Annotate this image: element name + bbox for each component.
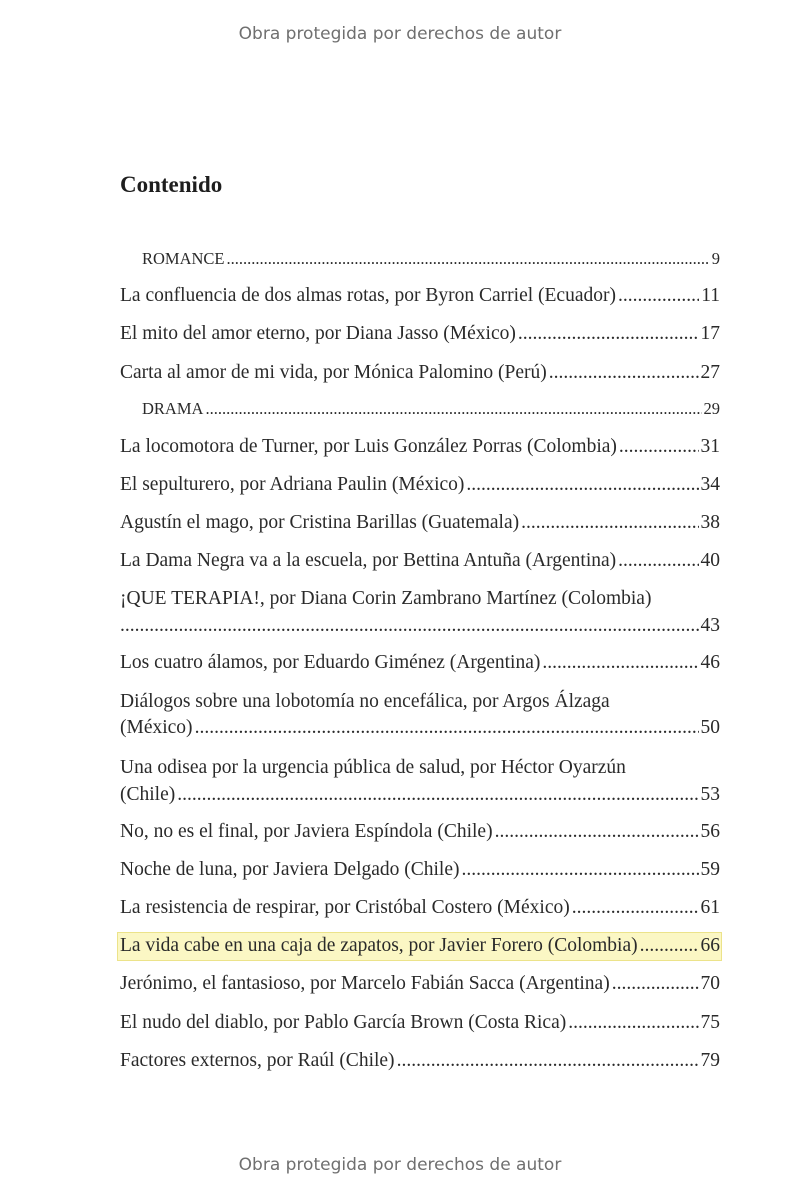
toc-entry-title: Jerónimo, el fantasioso, por Marcelo Fabián Sacca (Argentina)	[120, 973, 610, 994]
toc-page-number: 11	[701, 285, 720, 306]
toc-entry-title: La locomotora de Turner, por Luis González Porras (Colombia)	[120, 436, 617, 457]
toc-page-number: 56	[700, 821, 720, 842]
leader-dots	[205, 399, 701, 419]
toc-page-number: 75	[700, 1012, 720, 1033]
toc-page-number: 50	[700, 717, 720, 738]
copyright-watermark-top: Obra protegida por derechos de autor	[238, 24, 562, 44]
toc-page-number: 9	[711, 249, 720, 268]
toc-entry-continuation[interactable]	[120, 717, 720, 739]
toc-entry-title[interactable]: Diálogos sobre una lobotomía no encefálica, por Argos Álzaga	[120, 691, 610, 712]
toc-entry-title[interactable]: ¡QUE TERAPIA!, por Diana Corin Zambrano Martínez (Colombia)	[120, 588, 652, 609]
toc-page-number: 29	[703, 399, 720, 418]
leader-dots	[521, 512, 698, 534]
toc-entry-continuation[interactable]	[120, 784, 720, 806]
toc-entry-title: Noche de luna, por Javiera Delgado (Chile)	[120, 859, 460, 880]
toc-page-number: 38	[700, 512, 720, 533]
toc-entry-highlighted[interactable]	[120, 935, 720, 957]
toc-entry-title: La vida cabe en una caja de zapatos, por Javier Forero (Colombia)	[120, 935, 638, 956]
toc-page-number: 43	[700, 615, 720, 636]
toc-entry[interactable]	[120, 821, 720, 843]
copyright-watermark-bottom: Obra protegida por derechos de autor	[238, 1155, 562, 1175]
toc-entry[interactable]	[120, 285, 720, 307]
toc-entry-title-cont: (Chile)	[120, 784, 176, 805]
toc-entry[interactable]	[120, 362, 720, 384]
toc-entry[interactable]	[120, 474, 720, 496]
toc-entry-title-cont: (México)	[120, 717, 193, 738]
toc-entry[interactable]	[120, 973, 720, 995]
toc-entry-title[interactable]: Una odisea por la urgencia pública de salud, por Héctor Oyarzún	[120, 757, 626, 778]
leader-dots	[618, 550, 698, 572]
toc-entry[interactable]	[120, 1012, 720, 1034]
toc-entry-title: La Dama Negra va a la escuela, por Bettina Antuña (Argentina)	[120, 550, 617, 571]
toc-entry-title: Agustín el mago, por Cristina Barillas (Guatemala)	[120, 512, 520, 533]
toc-section-title: DRAMA	[142, 399, 204, 418]
toc-entry-title: Carta al amor de mi vida, por Mónica Palomino (Perú)	[120, 362, 547, 383]
toc-entry-title: Factores externos, por Raúl (Chile)	[120, 1050, 395, 1071]
leader-dots	[542, 652, 698, 674]
leader-dots	[572, 897, 699, 919]
leader-dots	[397, 1050, 699, 1072]
toc-entry[interactable]	[120, 859, 720, 881]
toc-entry-title: El mito del amor eterno, por Diana Jasso (México)	[120, 323, 516, 344]
toc-entry-title: No, no es el final, por Javiera Espíndola (Chile)	[120, 821, 493, 842]
toc-page-number: 79	[700, 1050, 720, 1071]
toc-page-number: 31	[700, 436, 720, 457]
toc-entry-title: La confluencia de dos almas rotas, por Byron Carriel (Ecuador)	[120, 285, 616, 306]
leader-dots	[120, 615, 699, 637]
toc-page-number: 61	[700, 897, 720, 918]
toc-page-number: 70	[700, 973, 720, 994]
leader-dots	[466, 474, 698, 496]
toc-page-number: 46	[700, 652, 720, 673]
toc-entry[interactable]	[120, 550, 720, 572]
toc-entry-continuation[interactable]	[120, 615, 720, 637]
toc-page-number: 53	[700, 784, 720, 805]
leader-dots	[518, 323, 699, 345]
leader-dots	[640, 935, 699, 957]
leader-dots	[462, 859, 699, 881]
toc-entry-title: La resistencia de respirar, por Cristóbal Costero (México)	[120, 897, 570, 918]
leader-dots	[568, 1012, 698, 1034]
toc-page-number: 27	[700, 362, 720, 383]
toc-entry-title: Los cuatro álamos, por Eduardo Giménez (Argentina)	[120, 652, 541, 673]
toc-entry-title: El sepulturero, por Adriana Paulin (México)	[120, 474, 465, 495]
toc-section-drama[interactable]	[120, 399, 720, 419]
page-title: Contenido	[120, 172, 223, 197]
toc-page-number: 34	[700, 474, 720, 495]
toc-entry[interactable]	[120, 897, 720, 919]
toc-entry[interactable]	[120, 1050, 720, 1072]
toc-page-number: 66	[700, 935, 720, 956]
leader-dots	[549, 362, 699, 384]
toc-entry[interactable]	[120, 512, 720, 534]
leader-dots	[495, 821, 699, 843]
leader-dots	[612, 973, 699, 995]
toc-page-number: 59	[700, 859, 720, 880]
toc-entry[interactable]	[120, 652, 720, 674]
leader-dots	[227, 249, 710, 269]
toc-entry[interactable]	[120, 323, 720, 345]
leader-dots	[618, 285, 699, 307]
toc-section-romance[interactable]	[120, 249, 720, 269]
toc-entry-title: El nudo del diablo, por Pablo García Brown (Costa Rica)	[120, 1012, 567, 1033]
toc-section-title: ROMANCE	[142, 249, 225, 268]
toc-page-number: 17	[700, 323, 720, 344]
toc-page-number: 40	[700, 550, 720, 571]
leader-dots	[619, 436, 699, 458]
leader-dots	[195, 717, 699, 739]
toc-entry[interactable]	[120, 436, 720, 458]
leader-dots	[177, 784, 698, 806]
